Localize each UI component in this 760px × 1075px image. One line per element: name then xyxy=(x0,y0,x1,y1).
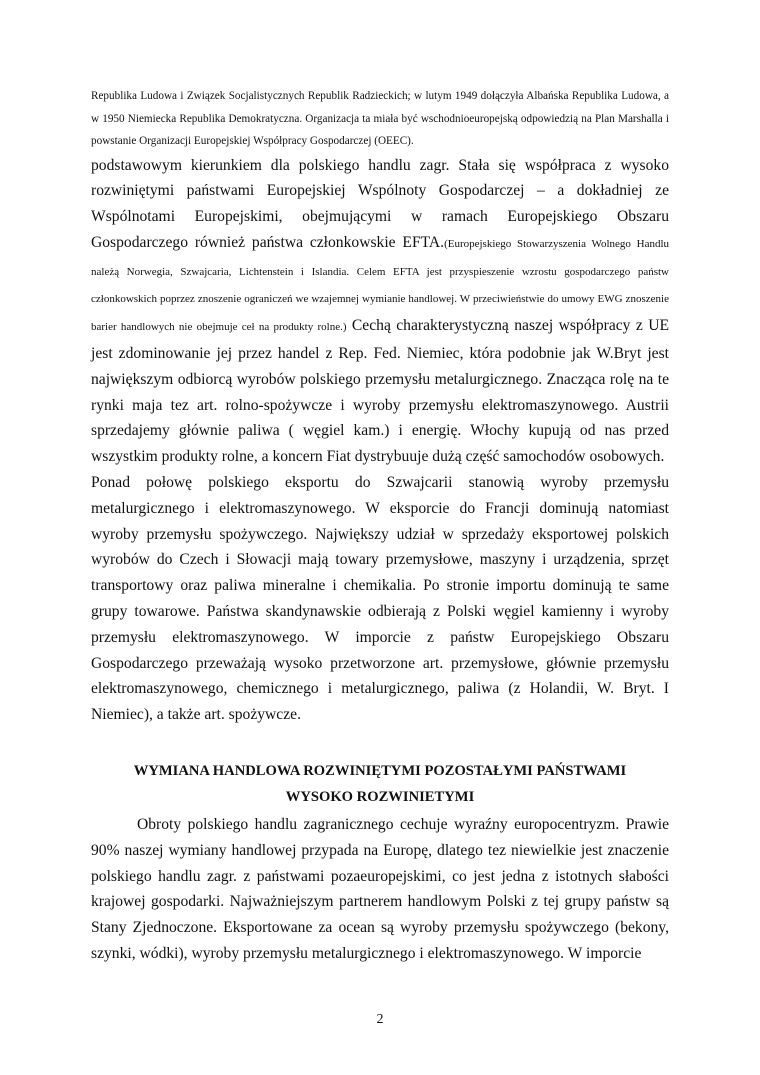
footnote-continuation: Republika Ludowa i Związek Socjalistycznych Republik Radzieckich; w lutym 1949 dołączyła Albańska Republika Ludowa, a w 1950 Niemiecka Republika Demokratyczna. Organizacja ta miała być wschodnioeuropejską odpowiedzią na Plan Marshalla i powstanie Organizacji Europejskiej Współpracy Gospodarczej (OEEC). xyxy=(91,90,669,147)
section-heading-line1: WYMIANA HANDLOWA ROZWINIĘTYMI POZOSTAŁYMI PAŃSTWAMI xyxy=(133,763,627,780)
paragraph-exports: Ponad połowę polskiego eksportu do Szwajcarii stanowią wyroby przemysłu metalurgicznego i elektromaszynowego. W eksporcie do Francji dominują natomiast wyroby przemysłu spożywczego. Największy udział w sprzedaży eksportowej polskich wyrobów do Czech i Słowacji mają towary przemysłowe, maszyny i urządzenia, sprzęt transportowy oraz paliwa mineralne i chemikalia. Po stronie importu dominują te same grupy towarowe. Państwa skandynawskie odbierają z Polski węgiel kamienny i wyroby przemysłu elektromaszynowego. W imporcie z państw Europejskiego Obszaru Gospodarczego przeważają wysoko przetworzone art. przemysłowe, głównie przemysłu elektromaszynowego, chemicznego i metalurgicznego, paliwa (z Holandii, W. Bryt. I Niemiec), a także art. spożywcze. xyxy=(91,474,669,724)
paragraph-europocentrism: Obroty polskiego handlu zagranicznego cechuje wyraźny europocentryzm. Prawie 90% naszej wymiany handlowej przypada na Europę, dlatego tez niewielkie jest znaczenie polskiego handlu zagr. z państwami pozaeuropejskimi, co jest jedna z istotnych słabości krajowej gospodarki. Najważniejszym partnerem handlowym Polski z tej grupy państw są Stany Zjednoczone. Eksportowane za ocean są wyroby przemysłu spożywczego (bekony, szynki, wódki), wyroby przemysłu metalurgicznego i elektromaszynowego. W imporcie xyxy=(91,816,669,963)
section-heading xyxy=(91,758,669,810)
paragraph-eu-trade-end: Cechą charakterystyczną naszej współpracy z UE jest zdominowanie jej przez handel z Rep. Fed. Niemiec, która podobnie jak W.Bryt jest największym odbiorcą wyrobów polskiego przemysłu metalurgicznego. Znacząca rolę na te rynki maja tez art. rolno-spożywcze i wyroby przemysłu elektromaszynowego. Austrii sprzedajemy głównie paliwa ( węgiel kam.) i energię. Włochy kupują od nas przed wszystkim produkty rolne, a koncern Fiat dystrybuuje dużą część samochodów osobowych. xyxy=(91,317,669,466)
efta-note: (Europejskiego Stowarzyszenia Wolnego Handlu należą Norwegia, Szwajcaria, Lichtenstein i Islandia. Celem EFTA jest przyspieszenie wzrostu gospodarczego państw członkowskich poprzez znoszenie ograniczeń we wzajemnej wymianie handlowej. W przeciwieństwie do umowy EWG znoszenie barier handlowych nie obejmuje ceł na produkty rolne.) xyxy=(91,237,670,334)
paragraph-eu-trade-start: podstawowym kierunkiem dla polskiego handlu zagr. Stała się współpraca z wysoko rozwiniętymi państwami Europejskiej Wspólnoty Gospodarczej – a dokładniej ze Wspólnotami Europejskimi, obejmującymi w ramach Europejskiego Obszaru Gospodarczego również państwa członkowskie EFTA. xyxy=(91,156,669,251)
section-heading-line2: WYSOKO ROZWINIETYMI xyxy=(285,789,475,806)
page-number: 2 xyxy=(376,1012,384,1027)
paragraph-eu-trade xyxy=(91,153,669,471)
page-content xyxy=(91,85,669,967)
